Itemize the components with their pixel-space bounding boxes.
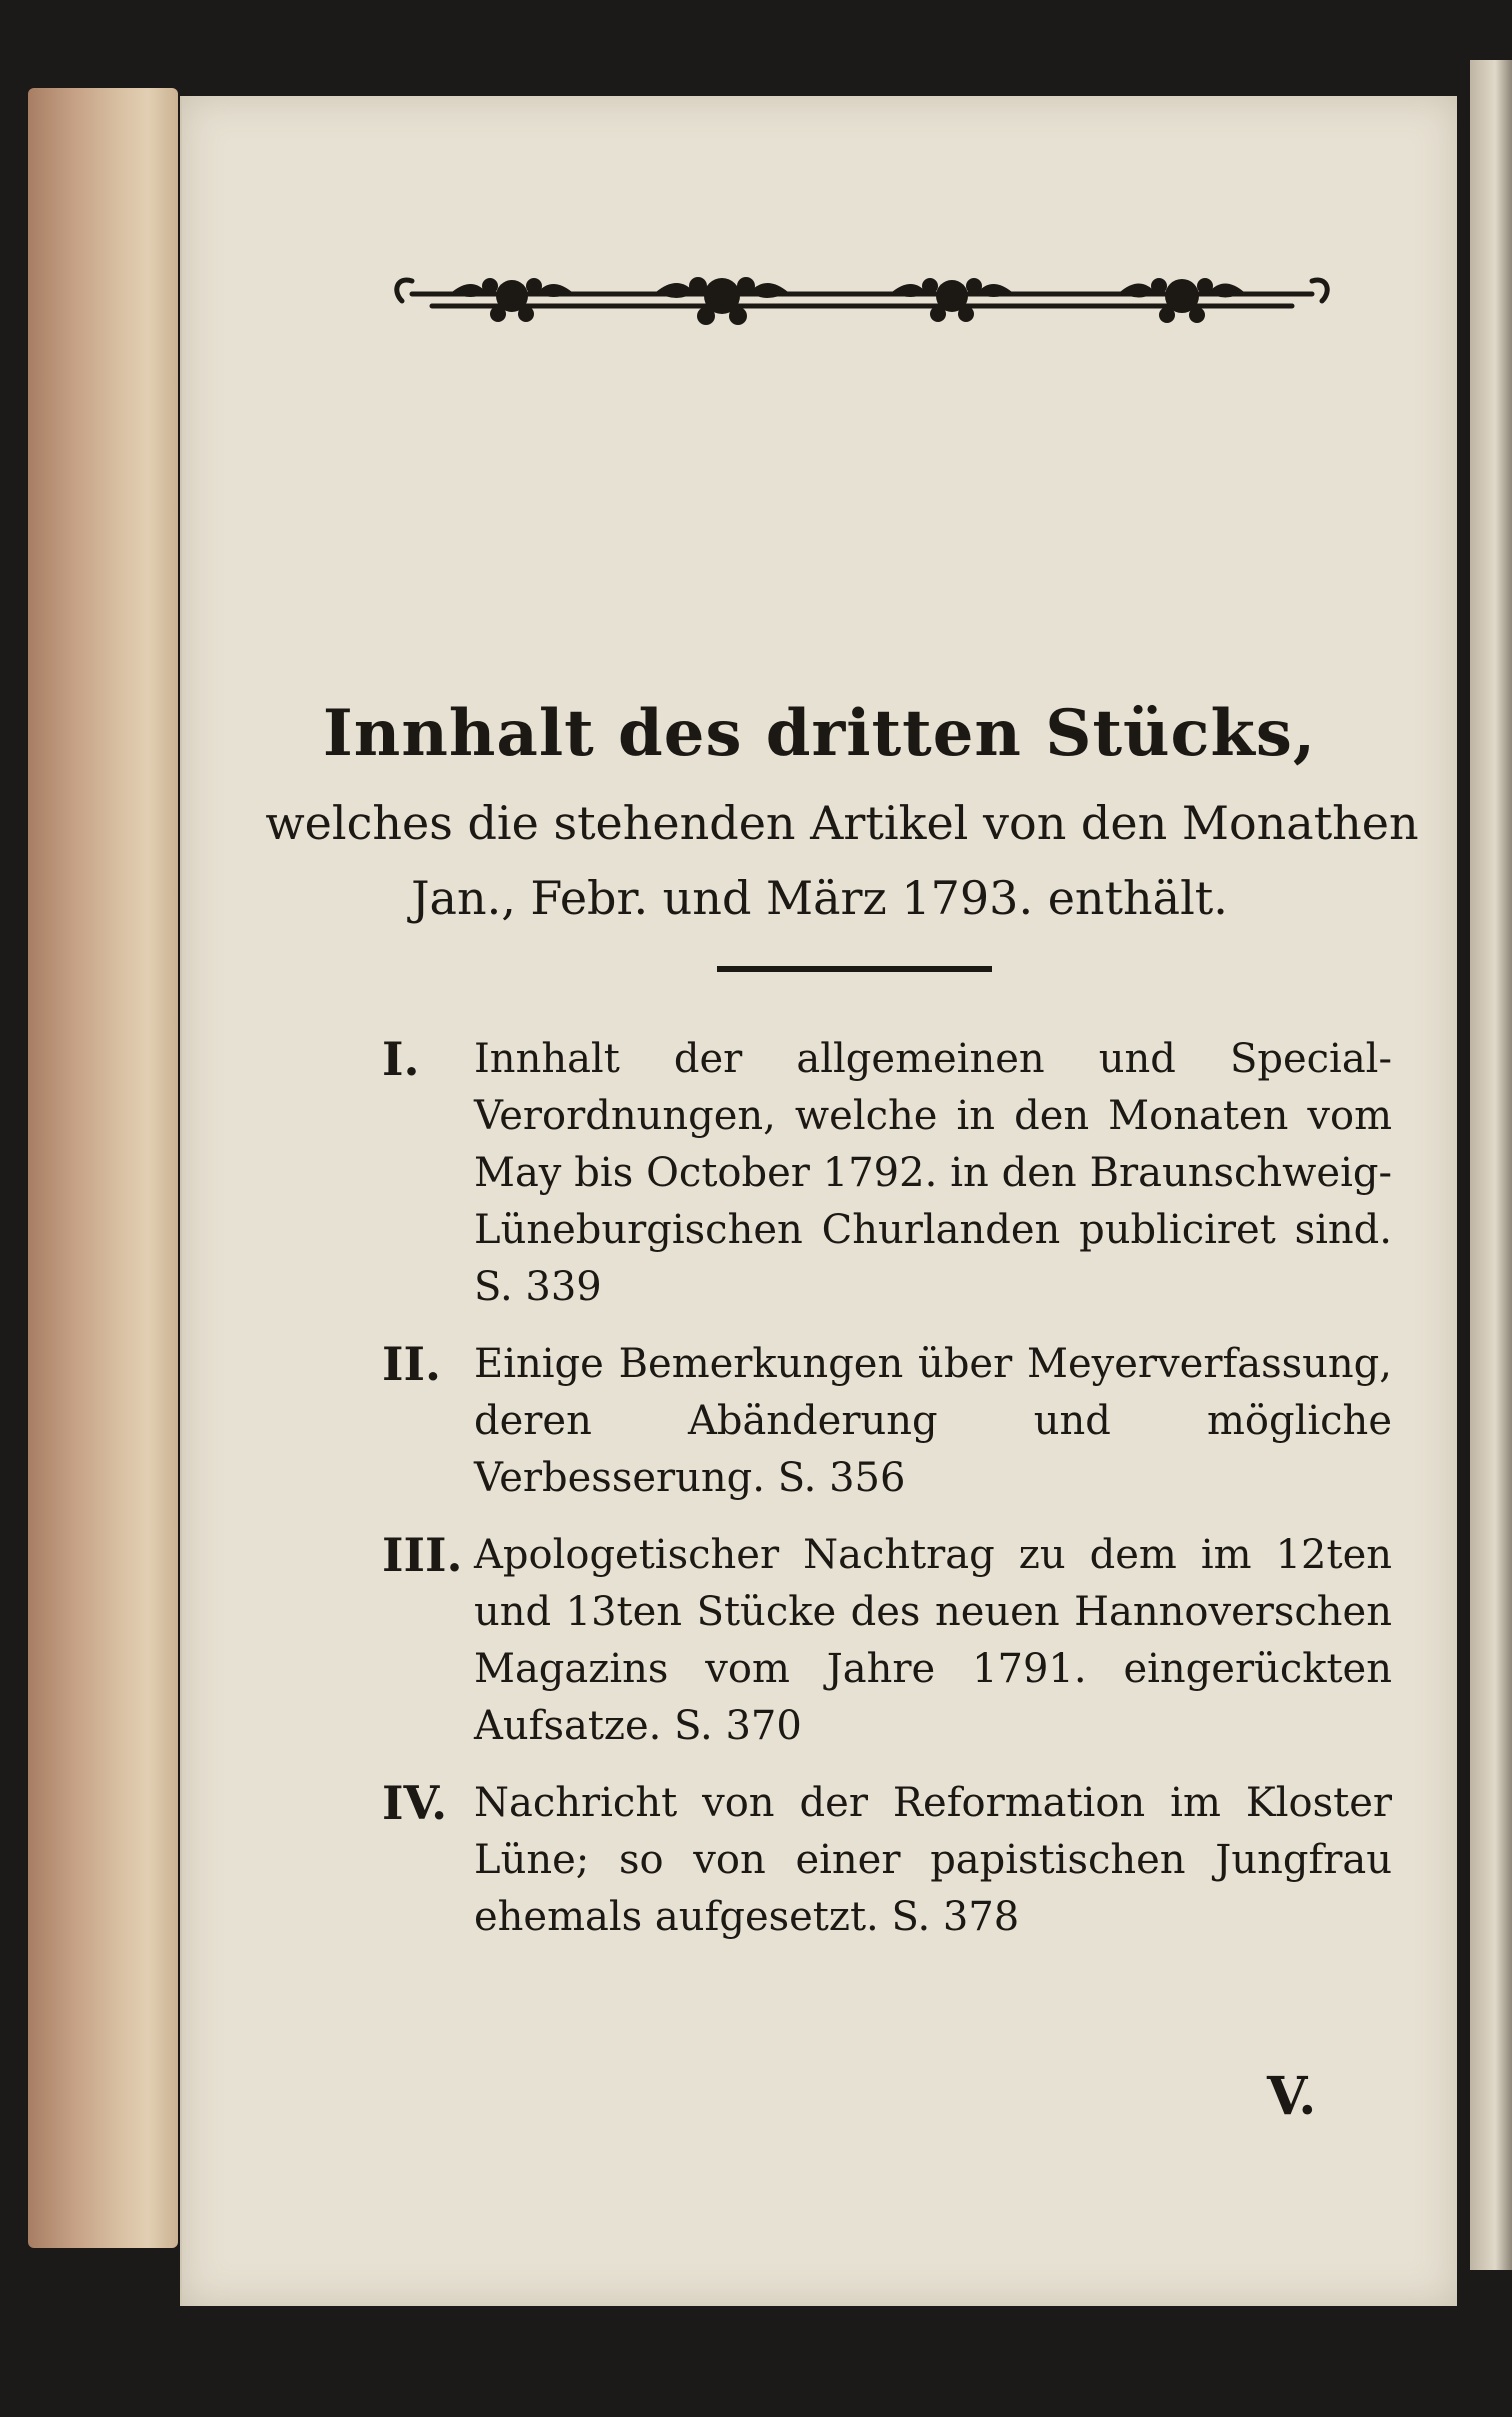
entry-numeral: IV. xyxy=(382,1776,448,1830)
entry-numeral: III. xyxy=(382,1528,463,1582)
contents-entry-1 xyxy=(382,1031,1392,1316)
entry-text: Einige Bemerkungen über Meyerverfassung, deren Abänderung und mögliche Verbesserung. S. 356 xyxy=(474,1341,1392,1501)
book-page-edges xyxy=(28,88,178,2248)
horizontal-rule xyxy=(717,966,992,972)
contents-entry-3 xyxy=(382,1527,1392,1755)
next-page-sliver xyxy=(1470,60,1512,2270)
entry-text: Nachricht von der Reformation im Kloster Lüne; so von einer papistischen Jungfrau ehemals aufgesetzt. S. 378 xyxy=(474,1780,1392,1940)
contents-entry-4 xyxy=(382,1775,1392,1946)
book-page xyxy=(180,96,1457,2306)
contents-subtitle-line2: Jan., Febr. und März 1793. enthält. xyxy=(411,871,1228,925)
contents-list xyxy=(382,1031,1392,1966)
entry-numeral: I. xyxy=(382,1032,420,1086)
entry-text: Innhalt der allgemeinen und Special-Verordnungen, welche in den Monaten vom May bis October 1792. in den Braunschweig-Lüneburgischen Churlanden publiciret sind. S. 339 xyxy=(474,1036,1392,1310)
entry-numeral: II. xyxy=(382,1337,442,1391)
catchword: V. xyxy=(1267,2066,1317,2127)
contents-entry-2 xyxy=(382,1336,1392,1507)
contents-subtitle-line1: welches die stehenden Artikel von den Monathen xyxy=(265,796,1419,850)
entry-text: Apologetischer Nachtrag zu dem im 12ten und 13ten Stücke des neuen Hannoverschen Magazins vom Jahre 1791. eingerückten Aufsatze. S. 370 xyxy=(474,1532,1392,1749)
contents-title: Innhalt des dritten Stücks, xyxy=(322,696,1317,771)
floral-ornament-border xyxy=(392,246,1332,346)
